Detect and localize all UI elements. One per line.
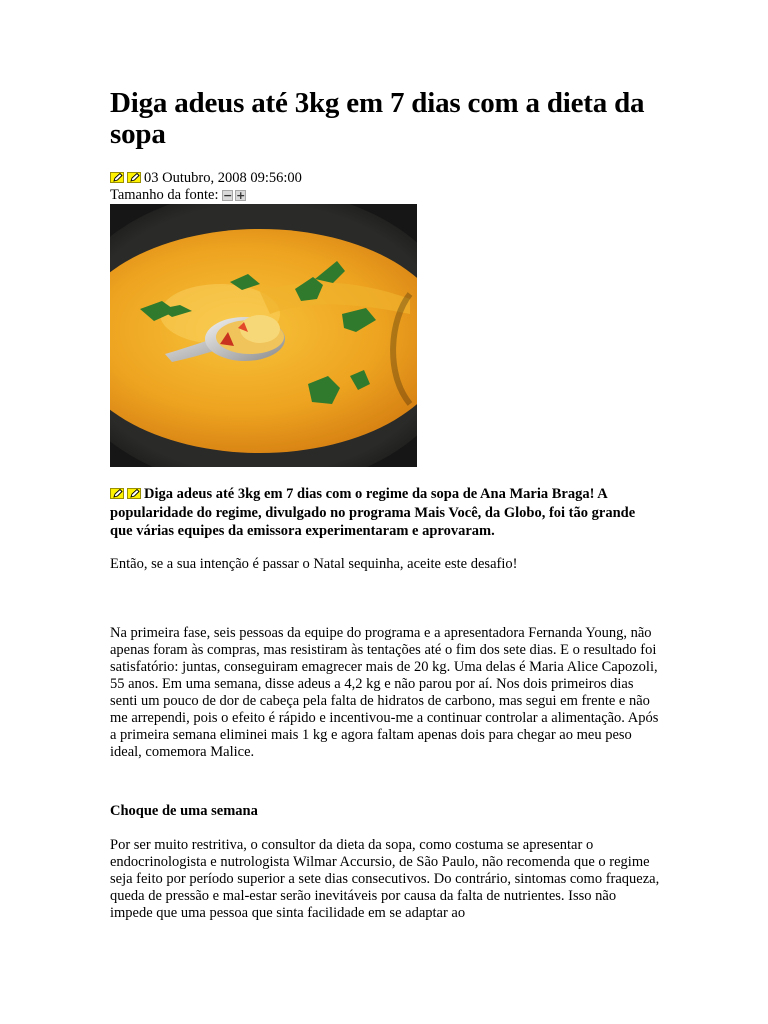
paragraph-intent: Então, se a sua intenção é passar o Natal sequinha, aceite este desafio! (110, 556, 518, 572)
edit-icon[interactable] (110, 488, 124, 499)
font-decrease-button[interactable]: − (223, 189, 233, 202)
soup-photo (110, 204, 417, 467)
font-size-label: Tamanho da fonte: (110, 187, 219, 203)
lead-action-icons (110, 486, 144, 504)
paragraph-first-phase: Na primeira fase, seis pessoas da equipe do programa e a apresentadora Fernanda Young, não apenas foram às compras, mas resistiram às tentações até o fim dos sete dias. E o resultado foi satisfatório: juntas, conseguiram emagrecer mais de 20 kg. Uma delas é Maria Alice Capozoli, 55 anos. Em uma semana, disse adeus a 4,2 kg e não parou por aí. Nos dois primeiros dias senti um pouco de dor de cabeça pela falta de hidratos de carbono, mas segui em frente e não me arrependi, pois o efeito é rápido e incentivou-me a continuar controlar a alimentação. Após a primeira semana eliminei mais 1 kg e agora faltam apenas dois para chegar ao meu peso ideal, comemora Malice. (110, 625, 659, 760)
article-date: 03 Outubro, 2008 09:56:00 (144, 170, 302, 186)
article-lead (110, 485, 660, 540)
font-size-controls (110, 187, 660, 204)
edit-icon[interactable] (110, 172, 124, 183)
print-icon[interactable] (127, 488, 141, 499)
print-icon[interactable] (127, 172, 141, 183)
paragraph-last: Por ser muito restritiva, o consultor da dieta da sopa, como costuma se apresentar o endocrinologista e nutrologista Wilmar Accursio, de São Paulo, não recomenda que o regime seja feito por período superior a sete dias consecutivos. Do contrário, sintomas como fraqueza, queda de pressão e mal-estar serão inevitáveis por causa da falta de nutrientes. Isso não impede que uma pessoa que sinta facilidade em se adaptar ao (110, 837, 660, 921)
font-increase-button[interactable]: + (236, 189, 246, 202)
article (110, 88, 660, 922)
section-subheading: Choque de uma semana (110, 803, 258, 819)
action-icons (110, 171, 144, 187)
lead-text: Diga adeus até 3kg em 7 dias com o regime da sopa de Ana Maria Braga! A popularidade do regime, divulgado no programa Mais Você, da Globo, foi tão grande que várias equipes da emissora experimentaram e aprovaram. (110, 486, 636, 539)
article-meta (110, 170, 660, 187)
article-title: Diga adeus até 3kg em 7 dias com a dieta da sopa (110, 87, 645, 150)
